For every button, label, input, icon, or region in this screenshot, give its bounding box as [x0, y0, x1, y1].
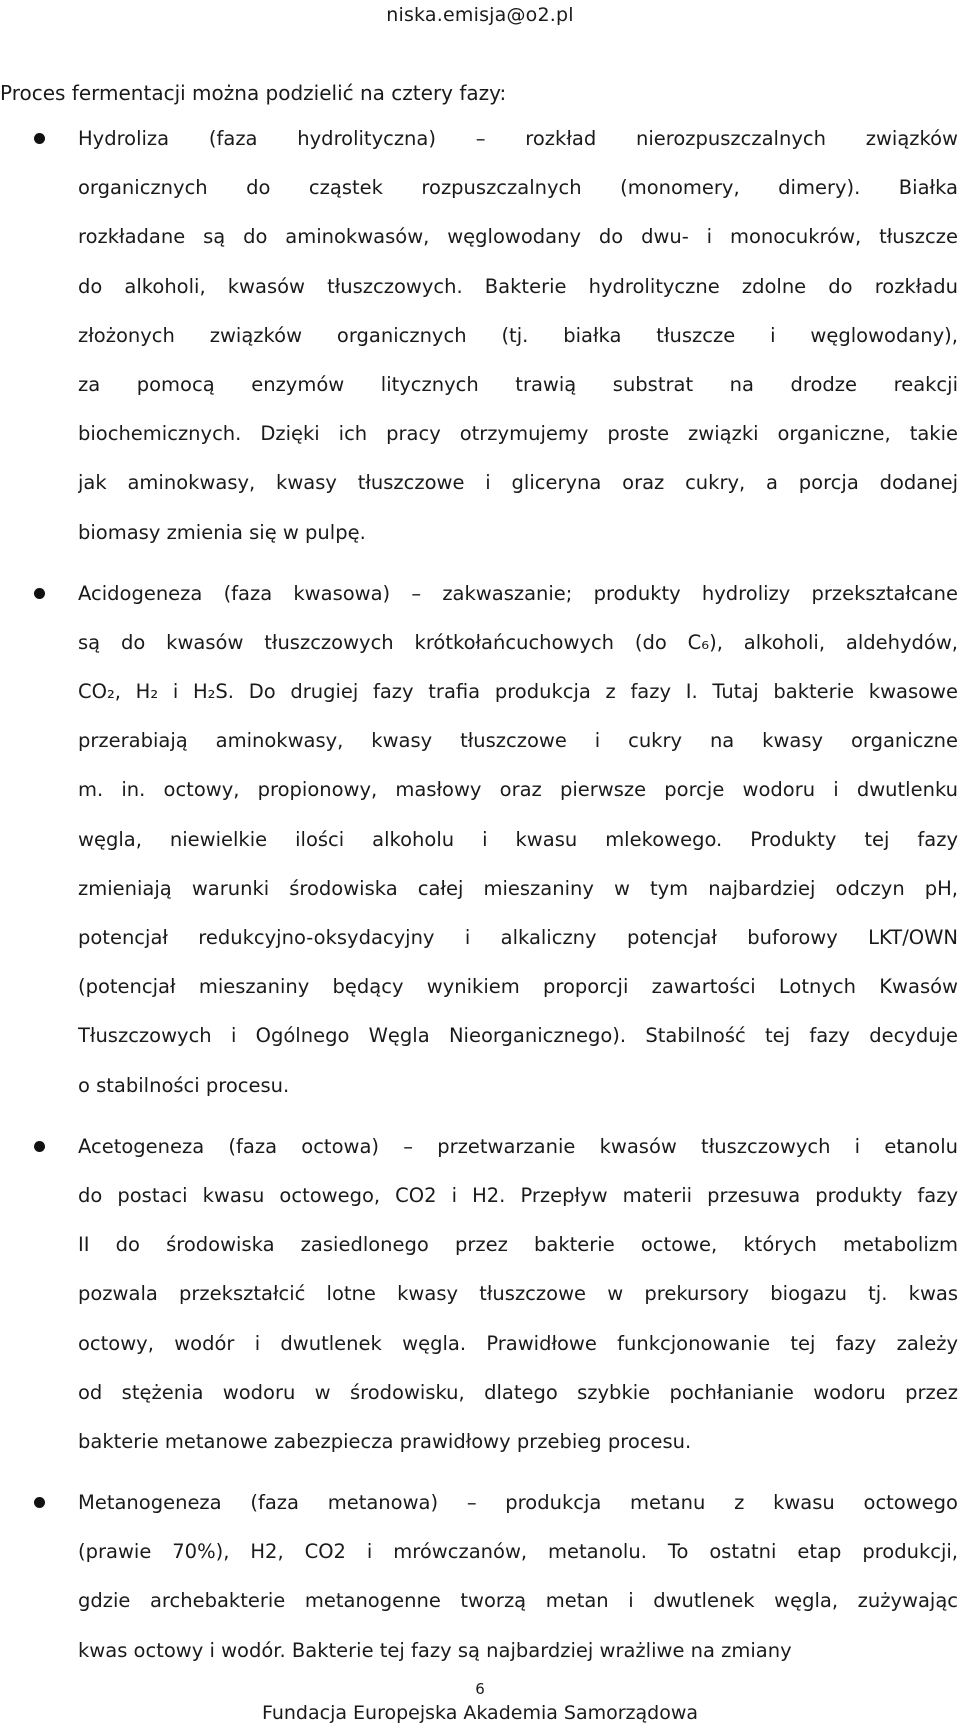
paragraph-line: o stabilności procesu. — [78, 1073, 290, 1097]
bullet-icon — [34, 133, 45, 144]
paragraph-line: Tłuszczowych i Ogólnego Węgla Nieorganicznego). Stabilność tej fazy decyduje — [78, 1024, 958, 1048]
paragraph-line: Acidogeneza (faza kwasowa) – zakwaszanie; produkty hydrolizy przekształcane — [78, 581, 958, 605]
paragraph-line: bakterie metanowe zabezpiecza prawidłowy przebieg procesu. — [78, 1429, 692, 1453]
paragraph-line: m. in. octowy, propionowy, masłowy oraz pierwsze porcje wodoru i dwutlenku — [78, 778, 958, 802]
list-item-methanogenesis — [0, 1478, 960, 1675]
paragraph-line: Hydroliza (faza hydrolityczna) – rozkład nierozpuszczalnych związków — [78, 127, 958, 150]
paragraph-line: węgla, niewielkie ilości alkoholu i kwasu mlekowego. Produkty tej fazy — [78, 827, 958, 851]
paragraph-line: kwas octowy i wodór. Bakterie tej fazy są najbardziej wrażliwe na zmiany — [78, 1638, 792, 1662]
list-item-acidogenesis — [0, 569, 960, 1110]
paragraph-line: biomasy zmienia się w pulpę. — [78, 520, 366, 544]
paragraph-line: biochemicznych. Dzięki ich pracy otrzymujemy proste związki organiczne, takie — [78, 422, 958, 446]
intro-text: Proces fermentacji można podzielić na cztery fazy: — [0, 81, 507, 105]
paragraph-line: Metanogeneza (faza metanowa) – produkcja metanu z kwasu octowego — [78, 1491, 958, 1515]
paragraph-line: Acetogeneza (faza octowa) – przetwarzanie kwasów tłuszczowych i etanolu — [78, 1134, 958, 1158]
paragraph-line: rozkładane są do aminokwasów, węglowodany do dwu- i monocukrów, tłuszcze — [78, 225, 958, 249]
paragraph-line: gdzie archebakterie metanogenne tworzą metan i dwutlenek węgla, zużywając — [78, 1589, 958, 1613]
paragraph-line: (prawie 70%), H2, CO2 i mrówczanów, metanolu. To ostatni etap produkcji, — [78, 1540, 958, 1564]
bullet-icon — [34, 588, 45, 599]
bullet-icon — [34, 1497, 45, 1508]
header-email: niska.emisja@o2.pl — [386, 4, 574, 26]
paragraph-line: do postaci kwasu octowego, CO2 i H2. Przepływ materii przesuwa produkty fazy — [78, 1183, 958, 1207]
paragraph-line: jak aminokwasy, kwasy tłuszczowe i gliceryna oraz cukry, a porcja dodanej — [78, 471, 958, 495]
paragraph-line: octowy, wodór i dwutlenek węgla. Prawidłowe funkcjonowanie tej fazy zależy — [78, 1331, 958, 1355]
paragraph-line: złożonych związków organicznych (tj. białka tłuszcze i węglowodany), — [78, 323, 958, 347]
paragraph-line: za pomocą enzymów litycznych trawią substrat na drodze reakcji — [78, 372, 958, 396]
paragraph-line: (potencjał mieszaniny będący wynikiem proporcji zawartości Lotnych Kwasów — [78, 975, 958, 999]
bullet-icon — [34, 1141, 45, 1152]
paragraph-line: zmieniają warunki środowiska całej mieszaniny w tym najbardziej odczyn pH, — [78, 876, 958, 900]
paragraph-line: organicznych do cząstek rozpuszczalnych (monomery, dimery). Białka — [78, 176, 958, 200]
paragraph-line: II do środowiska zasiedlonego przez bakterie octowe, których metabolizm — [78, 1233, 958, 1257]
list-item-acetogenesis — [0, 1122, 960, 1466]
page-number: 6 — [475, 1680, 485, 1698]
list-item-hydrolysis — [0, 114, 960, 557]
paragraph-line: od stężenia wodoru w środowisku, dlatego szybkie pochłanianie wodoru przez — [78, 1380, 958, 1404]
paragraph-line: pozwala przekształcić lotne kwasy tłuszczowe w prekursory biogazu tj. kwas — [78, 1282, 958, 1306]
paragraph-line: do alkoholi, kwasów tłuszczowych. Bakterie hydrolityczne zdolne do rozkładu — [78, 274, 958, 298]
paragraph-line: są do kwasów tłuszczowych krótkołańcuchowych (do C₆), alkoholi, aldehydów, — [78, 630, 958, 654]
phase-list — [0, 114, 960, 1687]
footer-organization: Fundacja Europejska Akademia Samorządowa — [261, 1702, 699, 1724]
paragraph-line: potencjał redukcyjno-oksydacyjny i alkaliczny potencjał buforowy LKT/OWN — [78, 926, 958, 949]
paragraph-line: przerabiają aminokwasy, kwasy tłuszczowe i cukry na kwasy organiczne — [78, 729, 958, 753]
paragraph-line: CO₂, H₂ i H₂S. Do drugiej fazy trafia produkcja z fazy I. Tutaj bakterie kwasowe — [78, 680, 958, 704]
